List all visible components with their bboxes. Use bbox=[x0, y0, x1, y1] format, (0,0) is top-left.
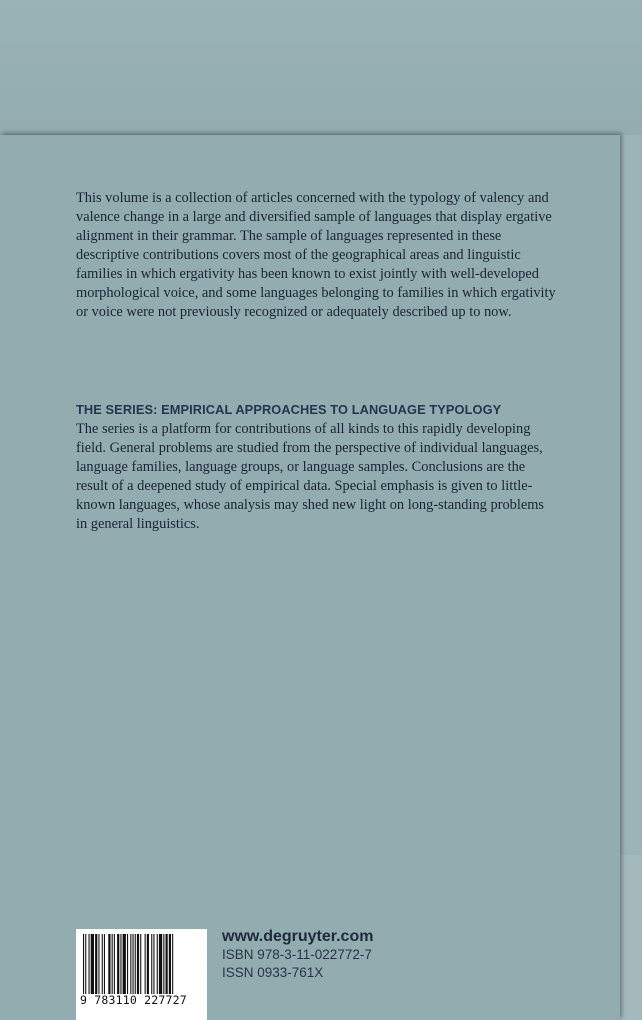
publisher-website: www.degruyter.com bbox=[222, 928, 374, 945]
isbn-number: ISBN 978-3-11-022772-7 bbox=[222, 947, 372, 962]
background-edge bbox=[620, 135, 642, 855]
issn-number: ISSN 0933-761X bbox=[222, 965, 324, 980]
book-description: This volume is a collection of articles concerned with the typology of valency and valence change in a large and diversified sample of languages that display ergative alignment in their grammar. The sample of languages represented in these descriptive contributions covers most of the geographical areas and linguistic families in which ergativity has been known to exist jointly with well-developed morphological voice, and some languages belonging to families in which ergativity or voice were not previously recognized or adequately described up to now. bbox=[76, 190, 556, 320]
series-heading: THE SERIES: EMPIRICAL APPROACHES TO LANGUAGE TYPOLOGY bbox=[76, 402, 502, 417]
background-edge-lower bbox=[620, 855, 642, 1020]
series-description: The series is a platform for contributions of all kinds to this rapidly developing field. General problems are studied from the perspective of individual languages, language families, language groups, or language samples. Conclusions are the result of a deepened study of empirical data. Special emphasis is given to little-known languages, whose analysis may shed new light on long-standing problems in general linguistics. bbox=[76, 421, 545, 532]
barcode-bars bbox=[83, 934, 200, 994]
isbn-barcode bbox=[76, 929, 207, 1020]
background-surface bbox=[0, 0, 642, 135]
barcode-digits: 9 783110 227727 bbox=[80, 993, 187, 1007]
